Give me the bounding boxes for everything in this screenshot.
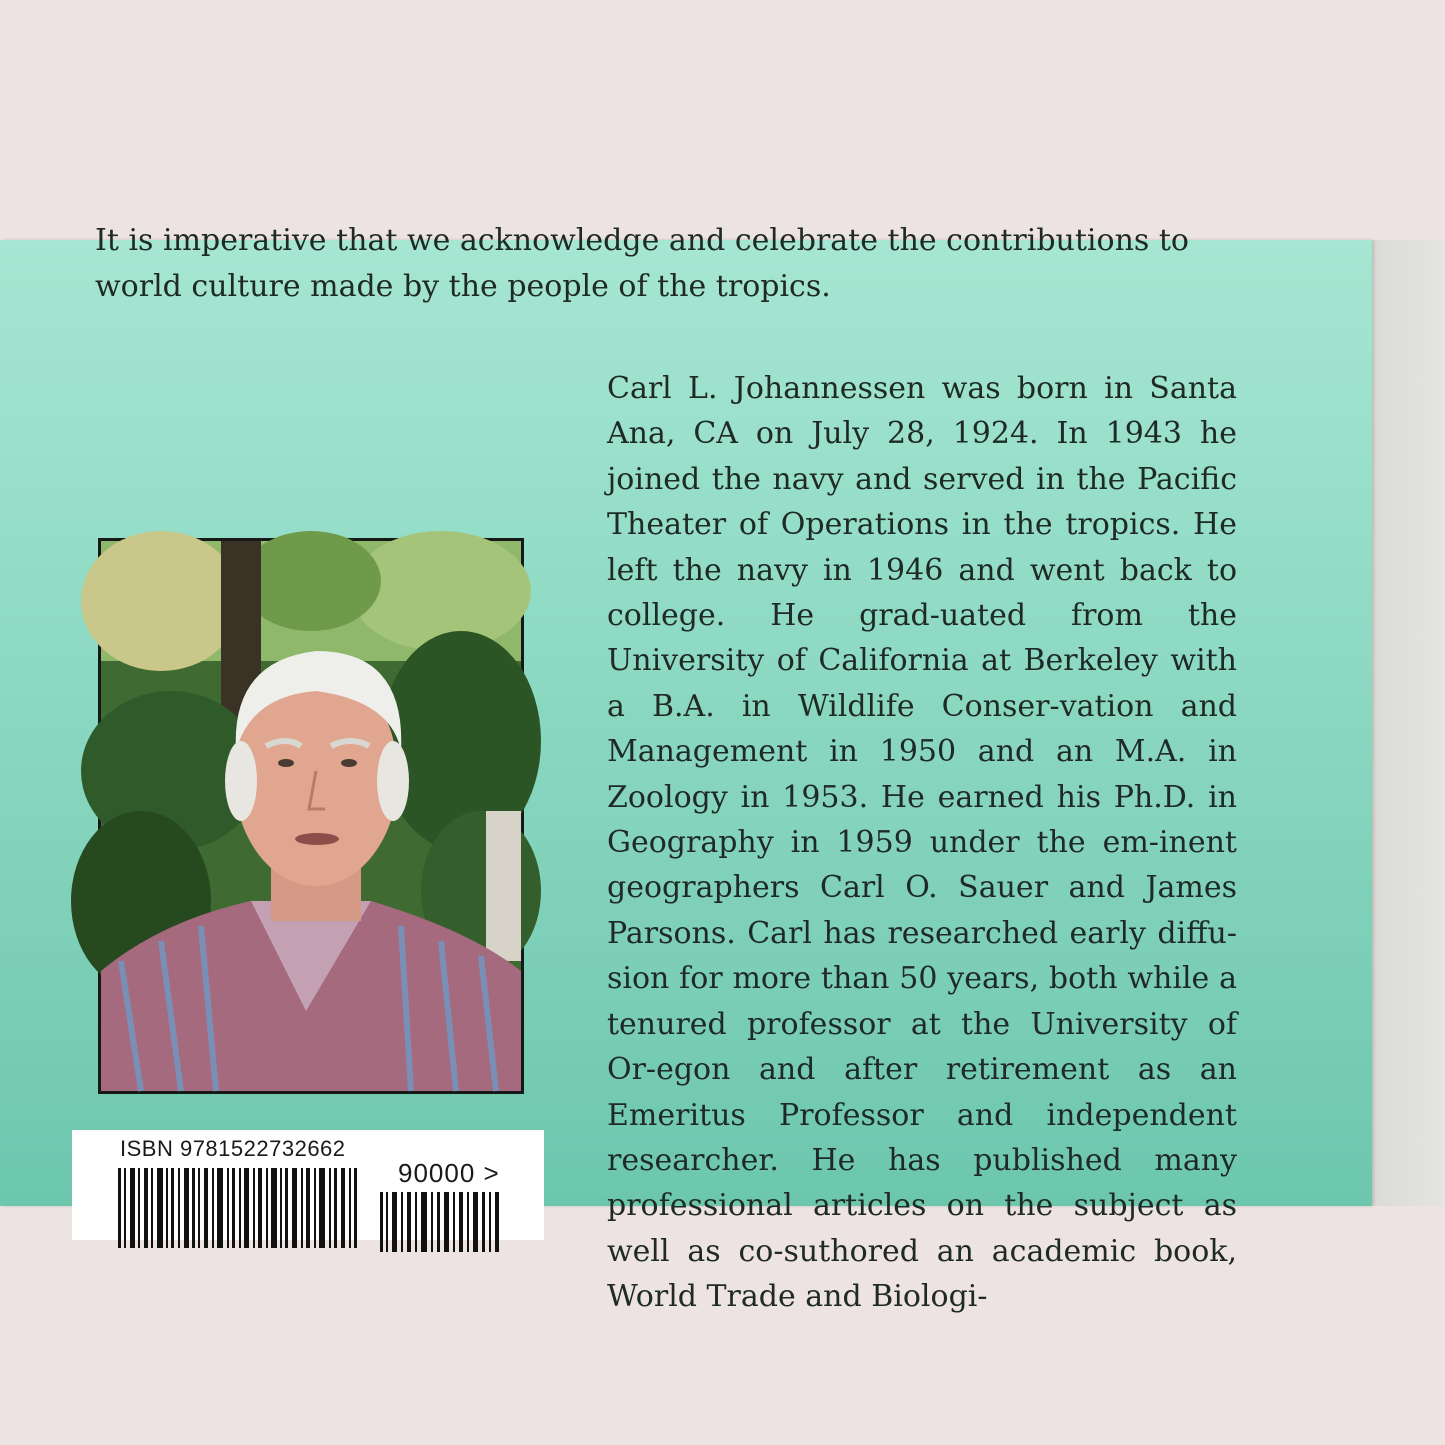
portrait-illustration [101,541,521,1091]
book-back-cover [0,223,1372,1315]
author-bio: Carl L. Johannessen was born in Santa Ana, CA on July 28, 1924. In 1943 he joined the navy and served in the Pacific Theater of Operations in the tropics. He left the navy in 1946 and went back to college. He grad-uated from the University of California at Berkeley with a B.A. in Wildlife Conser-vation and Management in 1950 and an M.A. in Zoology in 1953. He earned his Ph.D. in Geography in 1959 under the em-inent geographers Carl O. Sauer and James Parsons. Carl has researched early diffu-sion for more than 50 years, both while a tenured professor at the University of Or-egon and after retirement as an Emeritus Professor and independent researcher. He has published many professional articles on the subject as well as co-suthored an academic book, World Trade and Biologi- [607,371,1237,1315]
price-code: 90000 > [398,1158,500,1188]
isbn-barcode [72,1130,544,1240]
intro-paragraph: It is imperative that we acknowledge and celebrate the contributions to world culture made by the people of the tropics. [95,223,1189,304]
backdrop [1360,240,1445,1206]
author-photo [98,538,524,1094]
barcode-addon-bars [380,1192,502,1252]
isbn-label: ISBN 9781522732662 [120,1136,346,1161]
barcode-bars [118,1168,358,1248]
